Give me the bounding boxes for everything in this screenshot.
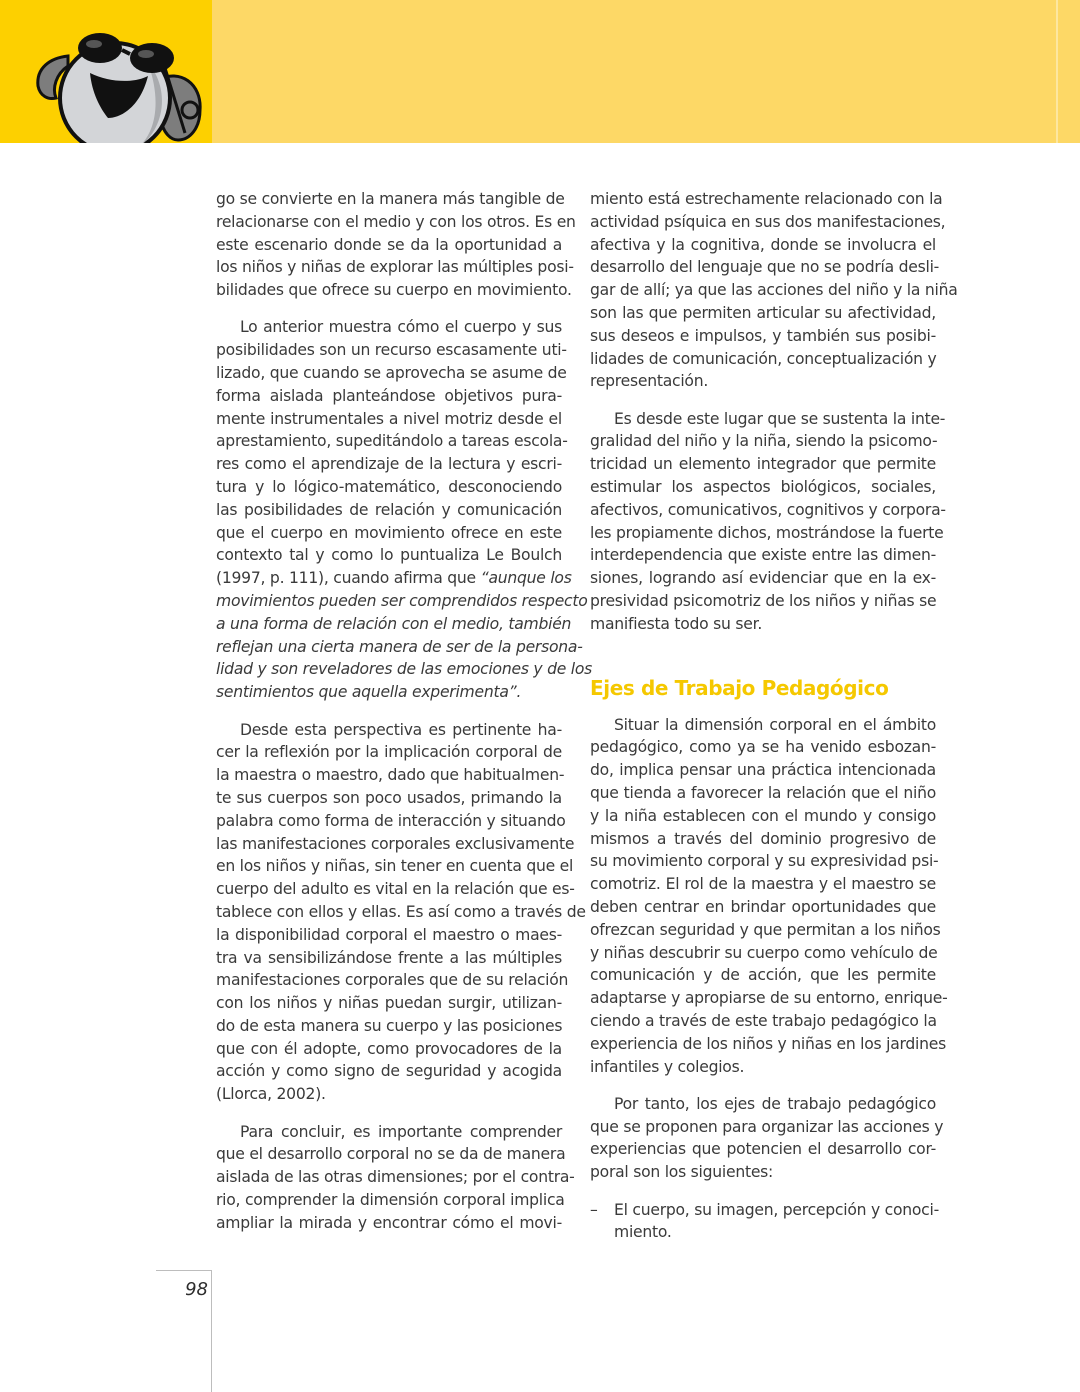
- left-column: [216, 188, 593, 1249]
- text-line: en los niños y niñas, sin tener en cuenta que el: [216, 857, 574, 876]
- text-line: contexto tal y como lo puntualiza Le Boulch: [216, 546, 562, 565]
- text-line: gralidad del niño y la niña, siendo la psicomo-: [590, 432, 938, 451]
- text-line: posibilidades son un recurso escasamente uti-: [216, 341, 567, 360]
- paragraph-left-4: [216, 1121, 575, 1235]
- text-line: Es desde este lugar que se sustenta la inte-: [614, 409, 946, 428]
- bullet-item: [590, 1199, 939, 1245]
- text-line: que con él adopte, como provocadores de la: [216, 1039, 562, 1058]
- text-line: (Llorca, 2002).: [216, 1085, 326, 1104]
- header-divider-line: [1056, 0, 1058, 143]
- text-line: aislada de las otras dimensiones; por el contra-: [216, 1168, 575, 1187]
- text-line: y la niña establecen con el mundo y consigo: [590, 806, 936, 825]
- text-line: adaptarse y apropiarse de su entorno, enrique-: [590, 989, 948, 1008]
- text-line: pedagógico, como ya se ha venido esbozan-: [590, 738, 936, 757]
- quote-line: sentimientos que aquella experimenta”.: [216, 683, 522, 702]
- text-line: afectiva y la cognitiva, donde se involucra el: [590, 235, 936, 254]
- quote-start: “aunque los: [480, 569, 572, 588]
- quote-line: movimientos pueden ser comprendidos respecto: [216, 592, 588, 611]
- text-line: miento está estrechamente relacionado con la: [590, 190, 943, 208]
- paragraph-right-4: [590, 1093, 944, 1184]
- paragraph-left-3: [216, 719, 586, 1107]
- citation-text: (1997, p. 111), cuando afirma que: [216, 569, 481, 588]
- text-line: Situar la dimensión corporal en el ámbito: [614, 715, 936, 734]
- paragraph-left-1: [216, 188, 576, 302]
- text-line: lidades de comunicación, conceptualización y: [590, 349, 937, 368]
- text-line: estimular los aspectos biológicos, sociales,: [590, 478, 936, 497]
- text-line: afectivos, comunicativos, cognitivos y corpora-: [590, 500, 946, 519]
- text-line: do, implica pensar una práctica intencionada: [590, 761, 936, 780]
- text-line: lizado, que cuando se aprovecha se asume de: [216, 364, 567, 383]
- text-line: bilidades que ofrece su cuerpo en movimiento.: [216, 281, 572, 300]
- text-line: interdependencia que existe entre las dimen-: [590, 546, 936, 565]
- text-line: que se proponen para organizar las acciones y: [590, 1117, 944, 1136]
- text-line: tablece con ellos y ellas. Es así como a través de: [216, 902, 586, 921]
- text-line: la maestra o maestro, dado que habitualmen-: [216, 766, 565, 785]
- text-line: cer la reflexión por la implicación corporal de: [216, 743, 562, 762]
- text-line: te sus cuerpos son poco usados, primando la: [216, 788, 562, 807]
- quote-line: lidad y son reveladores de las emociones y de los: [216, 660, 593, 679]
- page-number-rule-horizontal: [156, 1270, 212, 1271]
- paragraph-right-1: [590, 188, 958, 393]
- paragraph-right-2: [590, 408, 946, 636]
- text-line: son las que permiten articular su afectividad,: [590, 303, 936, 322]
- text-line: relacionarse con el medio y con los otros. Es en: [216, 212, 576, 231]
- text-line: representación.: [590, 372, 709, 391]
- text-line: con los niños y niñas puedan surgir, utilizan-: [216, 994, 562, 1013]
- text-line: Desde esta perspectiva es pertinente ha-: [240, 720, 562, 739]
- text-line: la disponibilidad corporal el maestro o maes-: [216, 925, 562, 944]
- dash-bullet-icon: –: [590, 1200, 598, 1219]
- text-line: las manifestaciones corporales exclusivamente: [216, 834, 575, 853]
- text-line: mismos a través del dominio progresivo de: [590, 829, 936, 848]
- text-line: Por tanto, los ejes de trabajo pedagógico: [614, 1094, 936, 1113]
- header-band: [0, 0, 1080, 143]
- text-line: siones, logrando así evidenciar que en la ex-: [590, 569, 936, 588]
- text-line: y niñas descubrir su cuerpo como vehículo de: [590, 943, 938, 962]
- text-line: comunicación y de acción, que les permite: [590, 966, 936, 985]
- text-line: go se convierte en la manera más tangible de: [216, 190, 565, 208]
- text-line: ampliar la mirada y encontrar cómo el movi-: [216, 1213, 562, 1232]
- text-line: ofrezcan seguridad y que permitan a los niños: [590, 920, 941, 939]
- text-line: rio, comprender la dimensión corporal implica: [216, 1190, 565, 1209]
- text-line: deben centrar en brindar oportunidades que: [590, 898, 936, 917]
- text-line: acción y como signo de seguridad y acogida: [216, 1062, 562, 1081]
- text-line: los niños y niñas de explorar las múltiples posi-: [216, 258, 574, 277]
- text-line-mixed: [216, 567, 572, 590]
- text-line: res como el aprendizaje de la lectura y escri-: [216, 455, 562, 474]
- section-heading: Ejes de Trabajo Pedagógico: [590, 675, 889, 700]
- text-line: experiencias que potencien el desarrollo cor-: [590, 1140, 936, 1159]
- text-line: gar de allí; ya que las acciones del niño y la niña: [590, 281, 958, 300]
- text-line: Para concluir, es importante comprender: [240, 1122, 562, 1141]
- mascot-girl-sunglasses-icon: [30, 28, 205, 143]
- page-number-rule-vertical: [211, 1270, 212, 1392]
- text-line: presividad psicomotriz de los niños y niñas se: [590, 592, 937, 611]
- header-mascot-block: [0, 0, 212, 143]
- text-line: manifiesta todo su ser.: [590, 614, 763, 633]
- text-line: desarrollo del lenguaje que no se podría desli-: [590, 258, 940, 277]
- text-line: este escenario donde se da la oportunidad a: [216, 235, 562, 254]
- text-line: El cuerpo, su imagen, percepción y conoci-: [614, 1200, 939, 1219]
- page-number: 98: [185, 1279, 208, 1300]
- quote-line: reflejan una cierta manera de ser de la persona-: [216, 637, 583, 656]
- text-line: que tienda a favorecer la relación que el niño: [590, 784, 936, 803]
- text-line: poral son los siguientes:: [590, 1163, 774, 1182]
- text-line: actividad psíquica en sus dos manifestaciones,: [590, 212, 946, 231]
- text-line: comotriz. El rol de la maestra y el maestro se: [590, 875, 936, 894]
- text-line: tricidad un elemento integrador que permite: [590, 455, 936, 474]
- text-line: cuerpo del adulto es vital en la relación que es-: [216, 880, 575, 899]
- text-line: ciendo a través de este trabajo pedagógico la: [590, 1012, 937, 1030]
- text-line: experiencia de los niños y niñas en los jardines: [590, 1034, 946, 1053]
- text-line: les propiamente dichos, mostrándose la fuerte: [590, 523, 944, 542]
- text-line: manifestaciones corporales que de su relación: [216, 971, 569, 990]
- right-column: [590, 188, 958, 1244]
- text-line: las posibilidades de relación y comunicación: [216, 500, 562, 519]
- quote-line: a una forma de relación con el medio, también: [216, 614, 572, 633]
- text-line: sus deseos e impulsos, y también sus posibi-: [590, 326, 936, 345]
- text-line: mente instrumentales a nivel motriz desde el: [216, 409, 562, 428]
- paragraph-right-3: [590, 714, 948, 1079]
- text-line: Lo anterior muestra cómo el cuerpo y sus: [240, 318, 562, 337]
- text-line: que el desarrollo corporal no se da de manera: [216, 1145, 566, 1164]
- text-line: que el cuerpo en movimiento ofrece en este: [216, 523, 562, 542]
- text-line: su movimiento corporal y su expresividad psi-: [590, 852, 939, 871]
- text-line: tra va sensibilizándose frente a las múltiples: [216, 948, 562, 967]
- text-line: infantiles y colegios.: [590, 1057, 745, 1076]
- paragraph-left-2: [216, 316, 593, 704]
- text-line: forma aislada planteándose objetivos pura-: [216, 386, 562, 405]
- text-line: do de esta manera su cuerpo y las posiciones: [216, 1016, 563, 1035]
- text-line: tura y lo lógico-matemático, desconociendo: [216, 478, 562, 497]
- text-line: aprestamiento, supeditándolo a tareas escola-: [216, 432, 568, 451]
- text-line: miento.: [614, 1223, 672, 1242]
- text-line: palabra como forma de interacción y situando: [216, 811, 566, 830]
